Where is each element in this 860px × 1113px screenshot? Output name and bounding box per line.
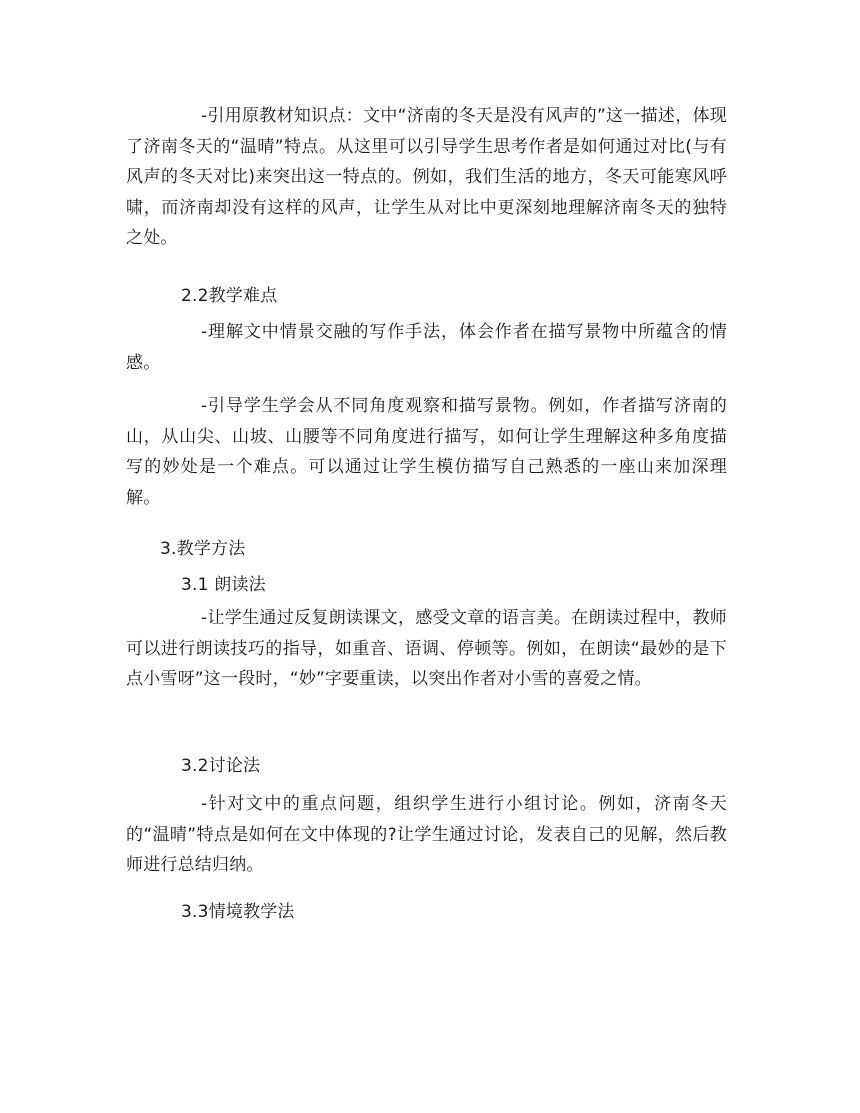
section-heading-3-2: 3.2讨论法	[181, 756, 261, 776]
paragraph-discussion-method: -针对文中的重点问题，组织学生进行小组讨论。例如，济南冬天的“温晴”特点是如何在文中体现的?让学生通过讨论，发表自己的见解，然后教师进行总结归纳。	[126, 794, 727, 875]
section-heading-3: 3.教学方法	[160, 539, 246, 559]
section-heading-2-2: 2.2教学难点	[181, 286, 278, 306]
paragraph-difficulty-1: -理解文中情景交融的写作手法，体会作者在描写景物中所蕴含的情感。	[126, 322, 727, 373]
paragraph-wenqing-description: -引用原教材知识点：文中“济南的冬天是没有风声的”这一描述，体现了济南冬天的“温晴”特点。从这里可以引导学生思考作者是如何通过对比(与有风声的冬天对比)来突出这一特点的。例如，我们生活的地方，冬天可能寒风呼啸，而济南却没有这样的风声，让学生从对比中更深刻地理解济南冬天的独特之处。	[126, 106, 727, 248]
section-heading-3-3: 3.3情境教学法	[181, 902, 295, 922]
paragraph-difficulty-2: -引导学生学会从不同角度观察和描写景物。例如，作者描写济南的山，从山尖、山坡、山腰等不同角度进行描写，如何让学生理解这种多角度描写的妙处是一个难点。可以通过让学生模仿描写自己熟悉的一座山来加深理解。	[126, 396, 727, 508]
section-heading-3-1: 3.1 朗读法	[181, 575, 266, 595]
paragraph-reading-method: -让学生通过反复朗读课文，感受文章的语言美。在朗读过程中，教师可以进行朗读技巧的指导，如重音、语调、停顿等。例如，在朗读“最妙的是下点小雪呀”这一段时，“妙”字要重读，以突出作者对小雪的喜爱之情。	[126, 608, 727, 689]
